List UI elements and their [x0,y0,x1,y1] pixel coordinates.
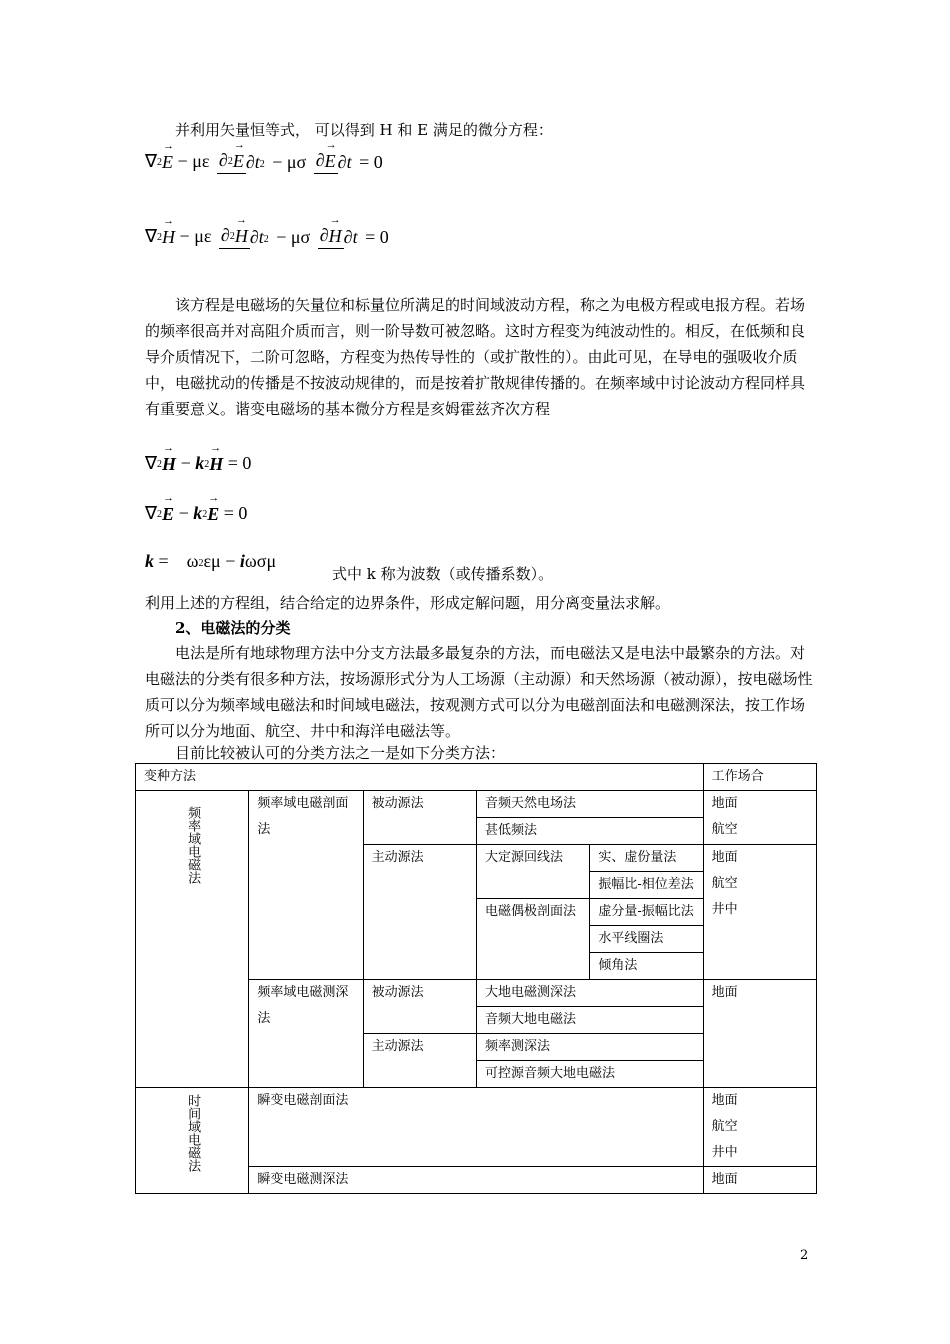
tem-profile-label: 瞬变电磁剖面法 [249,1088,703,1167]
table-header-row [136,764,817,791]
wave-equation-H: ∇2→ H − με ∂2→ H ∂t2 − μσ ∂→ H ∂t = 0 [145,225,389,249]
horiz-coil-label: 水平线圈法 [590,926,703,953]
wave-equation-E: ∇2→ E − με ∂2→ E ∂t2 − μσ ∂→ E ∂t = 0 [145,150,383,174]
dipole-profile-label: 电磁偶极剖面法 [476,899,589,980]
freq-sounding-label: 频率域电磁测深法 [249,980,363,1088]
wavenumber-note: 式中 k 称为波数（或传播系数）。 [332,565,554,583]
passive-label-2: 被动源法 [363,980,476,1034]
table-row [136,1088,817,1167]
place-3: 地面 [703,980,816,1088]
amt-label: 音频大地电磁法 [476,1007,703,1034]
place-1: 地面 航空 [703,791,816,845]
tilt-label: 倾角法 [590,953,703,980]
mt-sounding-label: 大地电磁测深法 [476,980,703,1007]
wavenumber-definition: k = ω2εμ − iωσμ [145,551,277,572]
imag-amp-label: 虚分量-振幅比法 [590,899,703,926]
header-method: 变种方法 [136,764,704,791]
active-label-2: 主动源法 [363,1034,476,1088]
csamt-label: 可控源音频大地电磁法 [476,1061,703,1088]
large-loop-label: 大定源回线法 [476,845,589,899]
freq-domain-label: 频率域电磁法 [185,806,201,884]
helmholtz-H: ∇2→ H − k2→ H = 0 [145,452,251,475]
time-domain-label: 时间域电磁法 [185,1094,201,1172]
paragraph-classification: 电法是所有地球物理方法中分支方法最多最复杂的方法，而电磁法又是电法中最繁杂的方法。对电磁法的分类有很多种方法，按场源形式分为人工场源（主动源）和天然场源（被动源），按电磁场性质可以分为频率域电磁法和时间域电磁法，按观测方式可以分为电磁剖面法和电磁测深法，按工作场所可以分为地面、航空、井中和海洋电磁法等。 [145,644,813,740]
freq-domain-cell [136,791,249,1088]
paragraph-solution: 利用上述的方程组，结合给定的边界条件，形成定解问题，用分离变量法求解。 [145,594,671,612]
amp-phase-label: 振幅比-相位差法 [590,872,703,899]
helmholtz-E: ∇2→ E − k2→ E = 0 [145,502,247,525]
audio-natural-label: 音频天然电场法 [476,791,703,818]
tem-sounding-label: 瞬变电磁测深法 [249,1167,703,1194]
paragraph-table-intro: 目前比较被认可的分类方法之一是如下分类方法： [175,744,506,762]
real-imag-label: 实、虚份量法 [590,845,703,872]
freq-depth-label: 频率测深法 [476,1034,703,1061]
header-place: 工作场合 [703,764,816,791]
place-5: 地面 [703,1167,816,1194]
classification-table [135,763,817,1194]
vlf-label: 甚低频法 [476,818,703,845]
passive-label: 被动源法 [363,791,476,845]
section-title: 2、电磁法的分类 [175,619,291,637]
paragraph-wave-equation: 该方程是电磁场的矢量位和标量位所满足的时间域波动方程，称之为电极方程或电报方程。若场的频率很高并对高阻介质而言，则一阶导数可被忽略。这时方程变为纯波动性的。相反，在低频和良导介质情况下，二阶可忽略，方程变为热传导性的（或扩散性的）。由此可见，在导电的强吸收介质中，电磁扰动的传播是不按波动规律的，而是按着扩散规律传播的。在频率域中讨论波动方程同样具有重要意义。谐变电磁场的基本微分方程是亥姆霍兹齐次方程 [145,296,806,418]
active-label: 主动源法 [363,845,476,980]
table-row [136,791,817,818]
time-domain-cell [136,1088,249,1194]
place-2: 地面 航空 井中 [703,845,816,980]
freq-profile-label: 频率域电磁剖面法 [249,791,363,980]
intro-line: 并利用矢量恒等式， 可以得到 H 和 E 满足的微分方程： [175,121,553,139]
place-4: 地面 航空 井中 [703,1088,816,1167]
page-number: 2 [800,1248,809,1263]
